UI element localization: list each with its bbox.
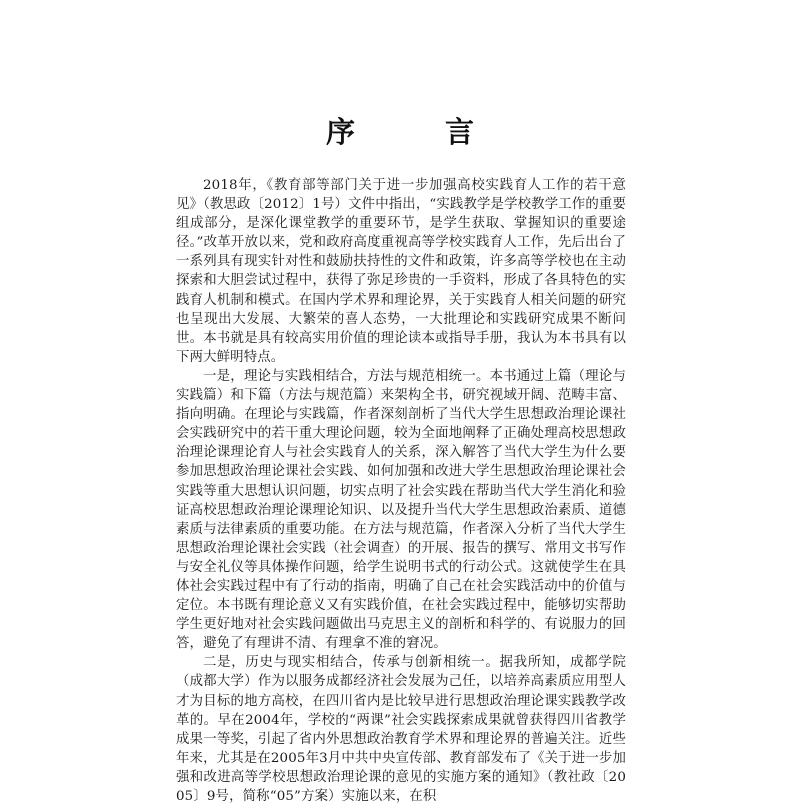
preface-title: 序 言 — [325, 115, 515, 149]
preface-body — [176, 176, 626, 806]
paragraph-intro: 2018年，《教育部等部门关于进一步加强高校实践育人工作的若干意见》（教思政〔2012〕1号）文件中指出，“实践教学是学校教学工作的重要组成部分，是深化课堂教学的重要环节，是学生获取、掌握知识的重要途径。”改革开放以来，党和政府高度重视高等学校实践育人工作，先后出台了一系列具有现实针对性和鼓励扶持性的文件和政策，许多高等学校也在主动探索和大胆尝试过程中，获得了弥足珍贵的一手资料，形成了各具特色的实践育人机制和模式。在国内学术界和理论界，关于实践育人相关问题的研究也呈现出大发展、大繁荣的喜人态势，一大批理论和实践研究成果不断问世。本书就是具有较高实用价值的理论读本或指导手册，我认为本书具有以下两大鲜明特点。 — [176, 178, 626, 365]
paragraph-feature-two: 二是，历史与现实相结合，传承与创新相统一。据我所知，成都学院（成都大学）作为以服务成都经济社会发展为己任，以培养高素质应用型人才为目标的地方高校，在四川省内是比较早进行思想政治理论课实践教学改革的。早在2004年，学校的“两课”社会实践探索成果就曾获得四川省教学成果一等奖，引起了省内外思想政治教育学术界和理论界的普遍关注。近些年来，尤其是在2005年3月中共中央宣传部、教育部发布了《关于进一步加强和改进高等学校思想政治理论课的意见的实施方案的通知》（教社政〔2005〕9号，简称“05”方案）实施以来，在积 — [176, 655, 626, 804]
paragraph-feature-one: 一是，理论与实践相结合，方法与规范相统一。本书通过上篇（理论与实践篇）和下篇（方法与规范篇）来架构全书，研究视域开阔、范畴丰富、指向明确。在理论与实践篇，作者深刻剖析了当代大学生思想政治理论课社会实践研究中的若干重大理论问题，较为全面地阐释了正确处理高校思想政治理论课理论育人与社会实践育人的关系，深入解答了当代大学生为什么要参加思想政治理论课社会实践、如何加强和改进大学生思想政治理论课社会实践等重大思想认识问题，切实点明了社会实践在帮助当代大学生消化和验证高校思想政治理论课理论知识、以及提升当代大学生思想政治素质、道德素质与法律素质的重要功能。在方法与规范篇，作者深入分析了当代大学生思想政治理论课社会实践（社会调查）的开展、报告的撰写、常用文书写作与安全礼仪等具体操作问题，给学生说明书式的行动公式。这就使学生在具体社会实践过程中有了行动的指南，明确了自己在社会实践活动中的价值与定位。本书既有理论意义又有实践价值，在社会实践过程中，能够切实帮助学生更好地对社会实践问题做出马克思主义的剖析和科学的、有说服力的回答，避免了有理讲不清、有理拿不准的窘况。 — [176, 368, 626, 652]
